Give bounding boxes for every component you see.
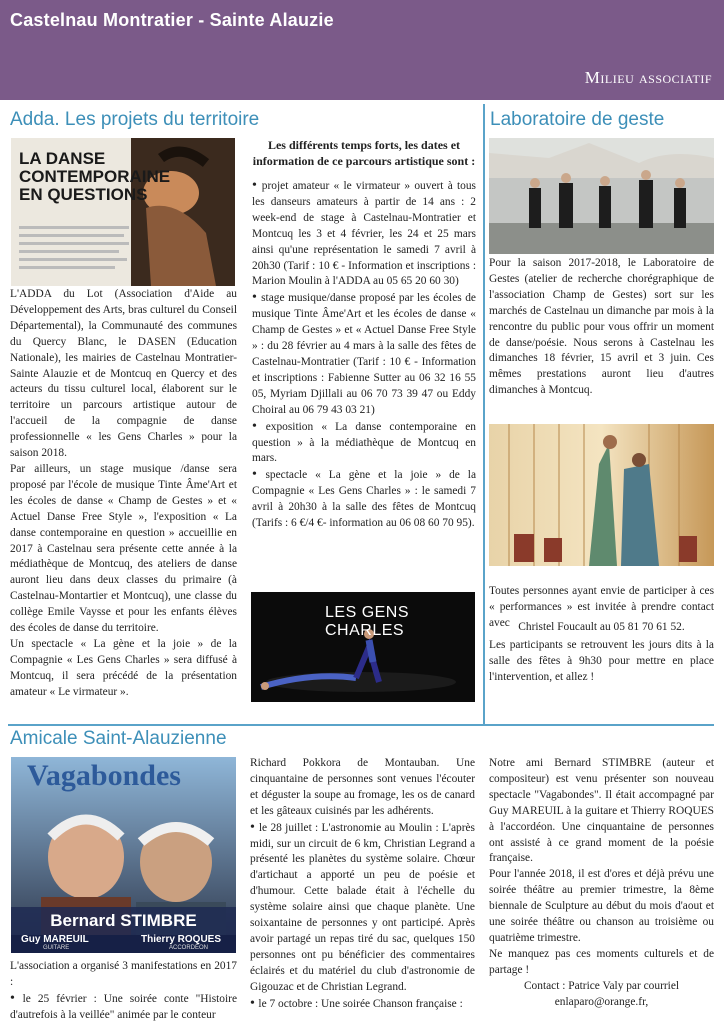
poster-artist-name: Bernard STIMBRE [50,911,197,930]
adda-bullet-1: • projet amateur « le virmateur » ouvert à tous les danseurs amateurs à partir de 14 ans : 2 week-end de stage à Castelnau-Montratier et Montcuq les 3 et 4 février, les 24 et 25 mars ainsi qu'une représentation le samedi 7 avril à 20h30 (Tarif : 10 € - Information et inscriptions : Marion Moulin à l'ADDA au 05 65 20 60 30) [252,178,476,290]
adda-left-text [10,287,237,701]
poster-vagabondes-title: Vagabondes [27,759,181,792]
poster-instrument-2: ACCORDÉON [169,945,209,951]
stage-performance-photo [489,424,714,566]
adda-bullet-2: • stage musique/danse proposé par les écoles de musique Tinte Âme'Art et les écoles de danse « Champ de Gestes » et « Actuel Danse Free Style » : du 28 février au 4 mars à la salle des fêtes de Castelnau-Montratier (Tarif : 10 € - Information et inscriptions : Fabienne Sutter au 06 32 16 55 05, Myriam Djillali au 06 70 73 39 47 ou Eddy Choiral au 06 79 43 03 21) [252,290,476,418]
amicale-bullet-3: • le 7 octobre : Une soirée Chanson française : [250,996,475,1013]
adda-bullet-list [252,178,476,532]
poster-title-line3: EN QUESTIONS [19,185,148,204]
header-title: Castelnau Montratier - Sainte Alauzie [10,10,334,30]
adda-right-heading: Les différents temps forts, les dates et information de ce parcours artistique sont : [252,138,476,168]
market-dance-photo [489,138,714,254]
labo-paragraph-3: Les participants se retrouvent les jours dits à la salle des fêtes à 9h30 pour mettre en place l'intervention, et allez ! [489,639,714,683]
labo-title: Laboratoire de geste [490,109,665,130]
amicale-bullet-2: • le 28 juillet : L'astronomie au Moulin : L'après midi, sur un circuit de 6 km, Christian Legrand a présenté les planètes du système solaire. Chœur d'artichaut a apporté un peu de poésie et d'humour. Cette balade était à l'échelle du système solaire ainsi que chaque planète. Une soixantaine de personnes y ont participé. Après avoir partagé un repas tiré du sac, quelques 150 personnes ont pu bénéficier des commentaires éclairés et du matériel du club d'astronomie de Gigouzac et de Christian Legrand. [250,820,475,996]
adda-bullet-4: • spectacle « La gène et la joie » de la Compagnie « Les Gens Charles » : le samedi 7 avril à 20h30 à la salle des fêtes de Montcuq (Tarifs : 6 €/4 €- information au 06 08 60 70 95). [252,467,476,532]
header-section: Milieu associatif [584,68,712,87]
adda-bullet-3: • exposition « La danse contemporaine en question » à la médiathèque de Montcuq en mars. [252,419,476,468]
poster-instrument-1: GUITARE [43,945,70,951]
amicale-col2-paragraph: Richard Pokkora de Montauban. Une cinquantaine de personnes sont venues l'écouter et déguster la soupe au fromage, les os de canard et les gâteaux cuisinés par les adhérents. [250,757,475,817]
adda-paragraph-3: Un spectacle « La gène et la joie » de la Compagnie « Les Gens Charles » sera diffusé à Montcuq, il sera précédé de la présentation amateur « Le virmateur ». [10,637,237,698]
labo-paragraph-2: Toutes personnes ayant envie de participer à ces « performances » est invitée à prendre contact avec [489,585,714,629]
gens-charles-photo [251,592,475,702]
poster-title-line2: CONTEMPORAINE [19,167,171,186]
page-header [0,0,724,100]
amicale-column-3 [489,756,714,1011]
adda-paragraph-1: L'ADDA du Lot (Association d'Aide au Développement des Arts, bras culturel du Conseil Départemental), la Communauté des communes du Quercy Blanc, le DASEN (Education Nationale), les mairies de Castelnau Montratier-Sainte Alauzie et de Montcuq en Quercy et des acteurs du tissu culturel local, élaborent sur le territoire un parcours artistique autour de l'accueil de la compagnie de danse professionnelle « les Gens Charles » pour la saison 2018. [10,288,237,460]
amicale-contact-line-1: Contact : Patrice Valy par courriel [523,979,680,992]
labo-contact: Christel Foucault au 05 81 70 61 52. [518,621,685,633]
amicale-col3-paragraph-2: Pour l'année 2018, il est d'ores et déjà prévu une soirée théâtre au premier trimestre, la 8ème biennale de Sculpture au début du mois d'aout et une soirée théâtre ou chanson au troisième ou quatrième trimestre. [489,868,714,944]
amicale-intro-text: L'association a organisé 3 manifestations en 2017 : [10,960,237,988]
poster-musician-1: Guy MAREUIL [21,934,89,945]
amicale-title: Amicale Saint-Alauzienne [10,728,227,749]
amicale-col3-paragraph-1: Notre ami Bernard STIMBRE (auteur et compositeur) est venu présenter son nouveau spectacle "Vagabondes". Il était accompagné par Guy MAREUIL à la guitare et Thierry ROQUES à l'accordéon. Une cinquantaine de personnes ont assisté à ce grand moment de la poésie française. [489,757,714,865]
stage-graphic [489,424,714,566]
vagabondes-poster [11,757,236,953]
adda-title: Adda. Les projets du territoire [10,109,260,130]
poster-musician-2: Thierry ROQUES [141,934,222,945]
amicale-intro [10,959,237,1024]
column-divider [483,104,485,724]
gens-charles-caption: LES GENS CHARLES [325,604,410,639]
amicale-col3-paragraph-3: Ne manquez pas ces moments culturels et de partage ! [489,947,714,976]
amicale-bullet-1: • le 25 février : Une soirée conte "Histoire d'autrefois à la veillée" animée par le conteur [10,991,237,1024]
amicale-contact-line-2: enlaparo@orange.fr, [554,995,649,1008]
labo-paragraph-1: Pour la saison 2017-2018, le Laboratoire de Gestes (atelier de recherche chorégraphique de l'association Champ de Gestes) sort sur les marchés de Castelnau un dimanche par mois à la rencontre du public pour vous offrir un moment de danse/poésie. Nous serons à Castelnau les dimanches 18 février, 15 avril et 3 juin. Ces mêmes prestations auront lieu d'autres dimanches à Montcuq. [489,257,714,397]
poster-title-line1: LA DANSE [19,149,106,168]
amicale-column-2 [250,756,475,1013]
danse-poster-image [11,138,235,286]
adda-paragraph-2: Par ailleurs, un stage musique /danse sera proposé par l'école de musique Tinte Âme'Art et les écoles de danse « Champ de Gestes » et « Actuel Danse Free Style », l'exposition « La danse contemporaine en question » accueillie en 2017 à Castelnau sera présente cette année à la médiathèque de Montcuq, des ateliers de danse auront lieu dans deux classes du primaire (à Castelnau-Montartier et Montcuq), une classe du collège Emile Vaysse et pour les enfants élèves des écoles de danse du territoire. [10,462,237,635]
market-graphic [489,138,714,254]
section-divider [8,724,714,726]
